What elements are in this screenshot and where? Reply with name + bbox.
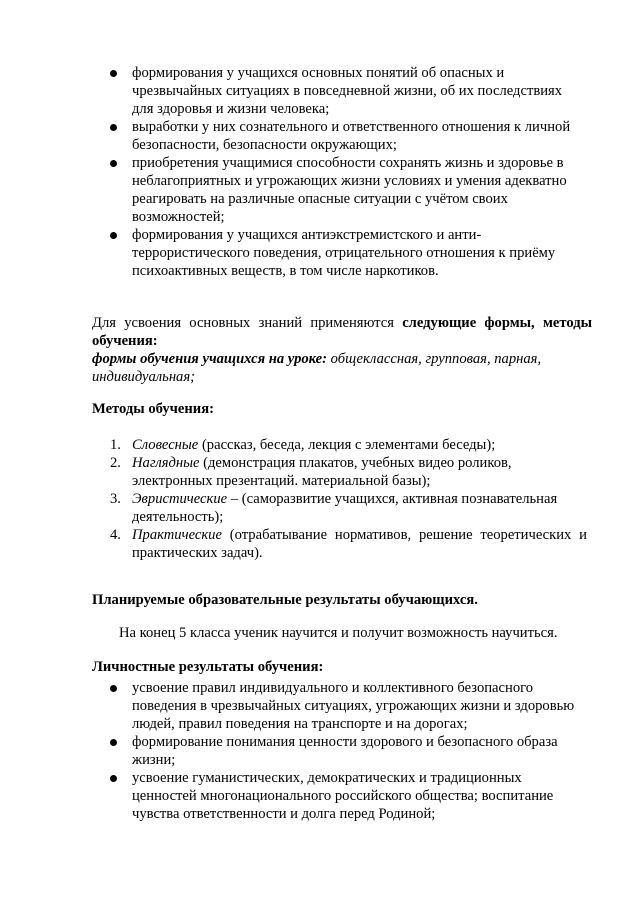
goals-bullet-list xyxy=(132,64,587,280)
forms-intro-line: Для усвоения основных знаний применяются следующие формы, методы xyxy=(92,315,592,331)
list-item: 4. Практические (отрабатывание нормативов, решение теоретических и практических задач). xyxy=(110,527,587,561)
bullet-icon xyxy=(110,685,117,692)
methods-heading: Методы обучения: xyxy=(92,401,214,417)
list-item: усвоение гуманистических, демократических и традиционных ценностей многонационального российского общества; воспитание чувства ответственности и долга перед Родиной; xyxy=(132,769,587,823)
personal-results-bullet-list xyxy=(132,679,587,823)
bullet-icon xyxy=(110,739,117,746)
forms-intro-line-2: обучения: xyxy=(92,333,158,349)
lesson-forms-line: формы обучения учащихся на уроке: общеклассная, групповая, парная, xyxy=(92,351,542,367)
bullet-icon xyxy=(110,232,117,239)
forms-paragraph xyxy=(92,314,592,386)
list-item: 3. Эвристические – (саморазвитие учащихся, активная познавательная деятельность); xyxy=(110,491,558,525)
bullet-icon xyxy=(110,160,117,167)
bullet-icon xyxy=(110,775,117,782)
methods-numbered-list xyxy=(110,436,587,562)
list-item: 1. Словесные (рассказ, беседа, лекция с элементами беседы); xyxy=(110,437,496,453)
list-item: формирование понимания ценности здорового и безопасного образа жизни; xyxy=(132,733,587,769)
list-item: формирования у учащихся основных понятий об опасных и чрезвычайных ситуациях в повседневной жизни, об их последствиях для здоровья и жизни человека; xyxy=(132,64,587,118)
results-heading: Планируемые образовательные результаты обучающихся. xyxy=(92,592,478,608)
personal-results-heading: Личностные результаты обучения: xyxy=(92,659,324,675)
list-item: усвоение правил индивидуального и коллективного безопасного поведения в чрезвычайных ситуациях, угрожающих жизни и здоровью людей, правил поведения на транспорте и на дорогах; xyxy=(132,679,587,733)
list-item: выработки у них сознательного и ответственного отношения к личной безопасности, безопасности окружающих; xyxy=(132,118,587,154)
list-item: формирования у учащихся антиэкстремистского и анти- террористического поведения, отрицательного отношения к приёму психоактивных веществ, в том числе наркотиков. xyxy=(132,226,587,280)
bullet-icon xyxy=(110,70,117,77)
list-item: 2. Наглядные (демонстрация плакатов, учебных видео роликов, электронных презентаций. материальной базы); xyxy=(110,455,512,489)
list-item: приобретения учащимися способности сохранять жизнь и здоровье в неблагоприятных и угрожающих жизни условиях и умения адекватно реагировать на различные опасные ситуации с учётом своих возможностей; xyxy=(132,154,587,226)
results-intro: На конец 5 класса ученик научится и получит возможность научиться. xyxy=(119,625,558,641)
lesson-forms-line-2: индивидуальная; xyxy=(92,369,195,385)
bullet-icon xyxy=(110,124,117,131)
